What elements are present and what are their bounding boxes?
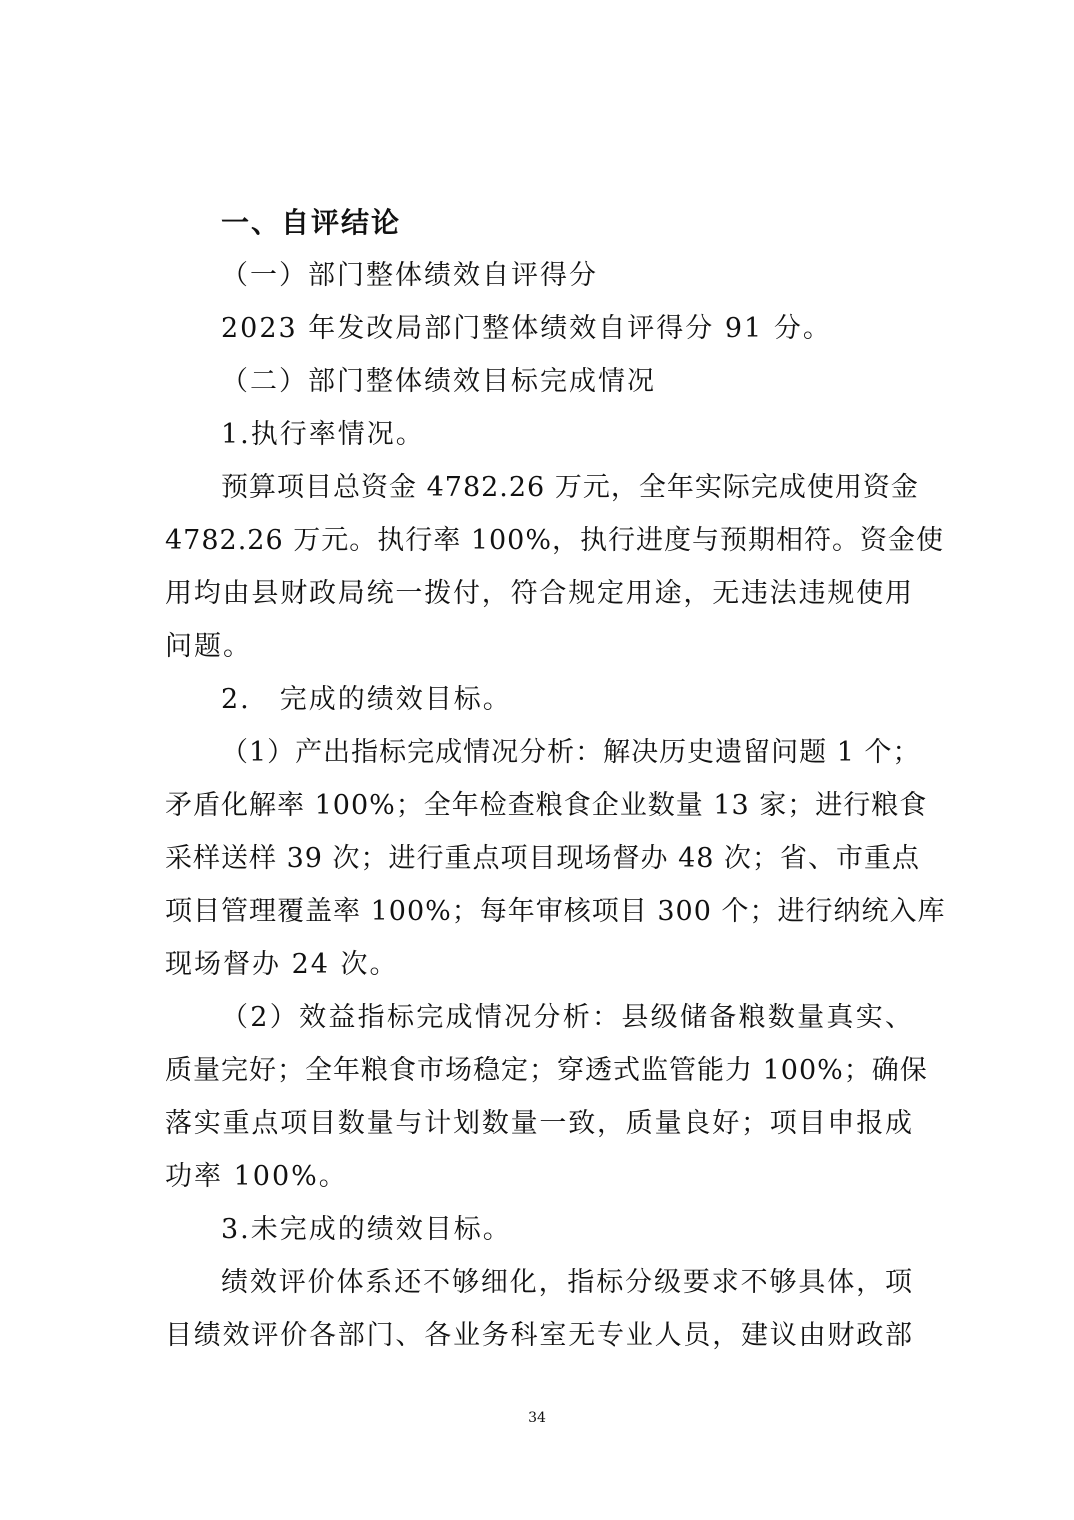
section-heading: 一、自评结论 — [221, 206, 402, 239]
document-body — [165, 196, 946, 1362]
item-title-execution-rate: 1.执行率情况。 — [221, 419, 425, 450]
paragraph-line: 问题。 — [165, 631, 252, 662]
score-paragraph: 2023 年发改局部门整体绩效自评得分 91 分。 — [221, 313, 832, 344]
paragraph-line: 矛盾化解率 100%；全年检查粮食企业数量 13 家；进行粮食 — [165, 790, 928, 821]
paragraph-line: 现场督办 24 次。 — [165, 949, 399, 980]
item-title-uncompleted-goals: 3.未完成的绩效目标。 — [221, 1214, 512, 1245]
page-number: 34 — [528, 1410, 546, 1426]
paragraph-line: 4782.26 万元。执行率 100%，执行进度与预期相符。资金使 — [165, 525, 945, 556]
subsection-title-targets: （二）部门整体绩效目标完成情况 — [221, 366, 656, 397]
paragraph-line: （2）效益指标完成情况分析：县级储备粮数量真实、 — [221, 1002, 913, 1033]
paragraph-line: 质量完好；全年粮食市场稳定；穿透式监管能力 100%；确保 — [165, 1055, 928, 1086]
paragraph-line: 采样送样 39 次；进行重点项目现场督办 48 次；省、市重点 — [165, 843, 921, 874]
item-title-completed-goals: 2. 完成的绩效目标。 — [221, 684, 512, 715]
paragraph-line: 绩效评价体系还不够细化，指标分级要求不够具体，项 — [221, 1267, 913, 1298]
paragraph-line: （1）产出指标完成情况分析：解决历史遗留问题 1 个； — [221, 737, 921, 768]
paragraph-line: 落实重点项目数量与计划数量一致，质量良好；项目申报成 — [165, 1108, 913, 1139]
paragraph-line: 功率 100%。 — [165, 1161, 348, 1192]
paragraph-line: 预算项目总资金 4782.26 万元，全年实际完成使用资金 — [221, 472, 919, 503]
paragraph-line: 用均由县财政局统一拨付，符合规定用途，无违法违规使用 — [165, 578, 913, 609]
paragraph-line: 目绩效评价各部门、各业务科室无专业人员，建议由财政部 — [165, 1320, 913, 1351]
subsection-title-score: （一）部门整体绩效自评得分 — [221, 260, 598, 291]
paragraph-line: 项目管理覆盖率 100%；每年审核项目 300 个；进行纳统入库 — [165, 896, 946, 927]
